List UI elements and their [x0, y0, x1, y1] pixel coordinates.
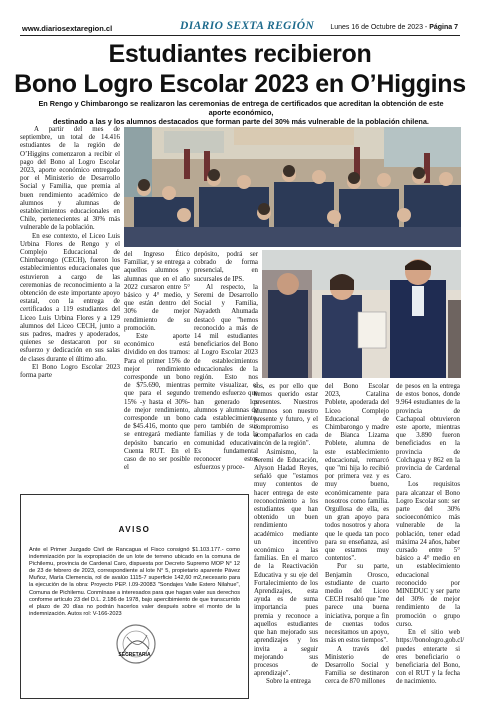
paragraph: A partir del mes de septiembre, un total de 14.416 estudiantes de la región de O’Higgins comenzaron a recibir el pago del Bono al Logro Escolar 2023, aporte económico entregado por el Ministerio de Desarrollo Social y Familia, que premia al buen rendimiento académico de alumnos y alumnas de establecimientos educacionales en Chile, pertenecientes al 30% más vulnerable de la población. [20, 126, 120, 232]
court-seal-icon [115, 623, 157, 665]
paragraph: En ese contexto, el Liceo Luis Urbina Flores de Rengo y el Complejo Educacional de Chimbarongo (CECH), fueron los establecimientos educacionales que estuvieron a cargo de las ceremonias de reconocimiento a la obtención de este importante apoyo estatal, con la entrega de certificados a 119 estudiantes del Liceo Luis Urbina Flores y a 129 alumnos del Liceo CECH, junto a sus padres, madres y apoderados, quienes se destacaron por su esfuerzo y dedicación en sus salas de clases durante el último año. [20, 232, 120, 363]
paragraph: sos, es por ello que hemos querido estar presentes. Nuestros alumnos son nuestro presente y futuro, y el compromiso es acompañarlos en cada rincón de la región". [254, 383, 318, 448]
headline-line-2: Bono Logro Escolar 2023 en O’Higgins [14, 70, 466, 98]
paragraph: A través del Ministerio de Desarrollo Social y Familia se destinaron cerca de 870 millones [325, 645, 389, 686]
paragraph: El Bono Logro Escolar 2023 forma parte [20, 363, 120, 380]
newspaper-name: DIARIO SEXTA REGIÓN [180, 20, 315, 32]
paragraph: Asimismo, la Seremi de Educación, Alyson Hadad Reyes, señaló que "estamos muy contentos de hacer entrega de este reconocimiento a los estudiantes que han obtenido un buen rendimiento académico mediante un incentivo económico a las familias. En el marco de la Reactivación Educativa y su eje del Fortalecimiento de los Aprendizajes, esta ayuda es de suma importancia pues premia y reconoce a aquellos estudiantes que han mejorado sus aprendizajes y los invita a seguir mejorando sus procesos de aprendizaje". [254, 448, 318, 678]
legal-notice [20, 494, 249, 699]
subtitle [36, 100, 446, 127]
headline-line-1: Estudiantes recibieron [108, 40, 372, 68]
paragraph: del Bono Escolar 2023, Catalina Poblete, apoderada del Liceo Complejo Educacional de Chimbarongo y madre de Bianca Lizama Poblete, alumna de este establecimiento educacional, remarcó que "mi hija lo recibió por primera vez y es muy bueno, económicamente para nosotros como familia. Orgullosa de ella, es un gran apoyo para todos nosotros y ahora que le queda tan poco para su enseñanza, así que estamos muy contentos". [325, 383, 389, 563]
ceremony-photo-image [124, 127, 461, 247]
signature-label: SECRETARIA [118, 652, 151, 658]
article-column-3-top [194, 251, 258, 472]
paragraph: Por su parte, Benjamín Orosco, estudiante de cuarto medio del Liceo CECH resaltó que "me parece una buena iniciativa, porque a fin de cuentas todos necesitamos un apoyo, más en estos tiempos". [325, 563, 389, 645]
page-number: Página 7 [429, 24, 458, 31]
site-url: www.diariosextaregion.cl [22, 24, 113, 33]
notice-title: AVISO [118, 525, 151, 534]
ceremony-photo [124, 127, 461, 247]
students-certificate-photo [262, 250, 461, 378]
paragraph: del Ingreso Ético Familiar, y se entrega a aquellos alumnos y alumnas que en el año 2022 cursaron entre 5° básico y 4° medio, y que están dentro del 30% de mejor rendimiento de su promoción. [124, 251, 190, 332]
article-column-5 [396, 383, 465, 687]
paragraph: En el sitio web https://bonologro.gob.cl/ puedes enterarte si eres beneficiario o beneficiaria del Bono, con el RUT y la fecha de nacimiento. [396, 629, 465, 686]
paragraph: Los requisitos para alcanzar el Bono Logro Escolar son: ser parte del 30% socioeconómico más vulnerable de la población, tener edad máxima 24 años, haber cursado entre 5° básico a 4° medio en un establecimiento educacional reconocido por MINEDUC y ser parte del 30% de mejor rendimiento de la promoción o grupo curso. [396, 481, 460, 628]
issue-date: Lunes 16 de Octubre de 2023 - [330, 24, 430, 31]
paragraph: depósito, podrá ser cobrado de forma presencial, en sucursales de IPS. [194, 251, 258, 283]
paragraph: de pesos en la entrega de estos bonos, donde 9.964 estudiantes de la provincia de Cachapoal obtuvieron este aporte, mientras que 3.890 fueron beneficiados en la provincia de Colchagua y 862 en la provincia de Cardenal Caro. [396, 383, 460, 481]
paragraph: Sobre la entrega [266, 678, 311, 686]
subtitle-line-2: destinado a las y los alumnos destacados que forman parte del 30% más vulnerable de la población chilena. [53, 116, 429, 126]
paragraph: Este aporte económico está dividido en dos tramos: Para el primer 15% de mejor rendimiento corresponde un bono de $75.690, mientras que para el segundo 15% -y hasta el 30%- de mejor rendimiento, corresponde un bono de $45.416, monto que se entregará mediante depósito bancario en Cuenta RUT. En el caso de no ser posible el [124, 333, 190, 472]
notice-body: Ante el Primer Juzgado Civil de Rancagua el Fisco consignó $1.103.177.- como indemnización por la expropiación de un lote de terreno ubicado en la comuna de Pichilemu, provincia de Cardenal Caro, dispuesta por Decreto Supremo MOP N° 12 de 23 de febrero de 2023, correspondiente al lote N° 5, propietario aparente Pávez Muñoz, María Clemencia, rol de avalúo 1115-7 superficie 142,60 m2,necesario para la ejecución de la obra: Proyecto PEP. I.09-20083 "Sondajes Valle Estero Nilahue", Comuna de Pichilemu. Conmínase a interesados para que hagan valer sus derechos conforme artículo 23 del D.L. 2.186 de 1978, bajo apercibimiento de que transcurrido el plazo de 20 días no podrán hacerlos valer después sobre el monto de la indemnización. Autos rol: V-166-2023 [29, 547, 240, 617]
article-column-2 [124, 251, 190, 472]
students-photo-image [262, 250, 461, 378]
paragraph: Al respecto, la Seremi de Desarrollo Social y Familia, Nayadeth Ahumada destacó que "hemos reconocido a más de 14 mil estudiantes beneficiarios del Bono al Logro Escolar 2023 de establecimientos educacionales de la región. Esto nos permite visualizar, el tremendo esfuerzo que han generado los alumnos y alumnas de cada establecimiento, pero también de sus familias y de toda la comunidad educativa. Es fundamental reconocer estos esfuerzos y proce- [194, 283, 258, 472]
header-rule [20, 35, 460, 36]
date-and-page [330, 24, 458, 31]
article-column-1 [20, 126, 120, 380]
subtitle-line-1: En Rengo y Chimbarongo se realizaron las ceremonias de entrega de certificados que acreditan la obtención de este aporte económico, [38, 99, 444, 117]
article-column-3-bottom [254, 383, 318, 687]
article-column-4 [325, 383, 389, 687]
